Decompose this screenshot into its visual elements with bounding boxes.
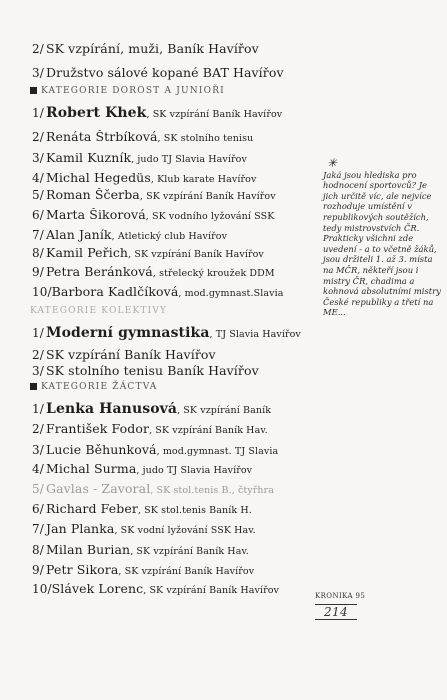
list-item: 1/ Moderní gymnastika, TJ Slavia Havířov xyxy=(32,326,301,341)
square-bullet-icon xyxy=(30,87,37,94)
side-note xyxy=(323,158,441,318)
asterisk-icon: ✳ xyxy=(327,156,338,170)
side-note-text: Jaká jsou hlediska pro hodnocení sportovců? Je jich určitě víc, ale nejvíce rozhoduje umístění v republikových soutěžích, tedy mistrovstvích ČR. Prakticky všichni zde uvedení - a to včetně žáků, jsou držiteli 1. až 3. místa na MČR, někteří jsou i mistry ČR, chadima a kohnová absolutními mistry České republiky a třetí na ME... xyxy=(323,169,441,318)
list-item: 7/ Alan Janík, Atletický club Havířov xyxy=(32,228,228,242)
list-item: 10/Barbora Kadlčíková, mod.gymnast.Slavia xyxy=(32,285,284,299)
square-bullet-icon xyxy=(30,383,37,390)
list-item: 3/ SK stolního tenisu Baník Havířov xyxy=(32,364,259,378)
chronicle-stamp xyxy=(315,592,415,620)
chronicle-label: KRONIKA 95 xyxy=(315,592,366,600)
list-item: 3/ Kamil Kuzník, judo TJ Slavia Havířov xyxy=(32,151,247,165)
page-number: 214 xyxy=(315,604,357,620)
list-item: 1/ Robert Khek, SK vzpírání Baník Havířov xyxy=(32,106,283,121)
list-item: 3/ Lucie Běhunková, mod.gymnast. TJ Slavia xyxy=(32,443,279,457)
list-item: 1/ Lenka Hanusová, SK vzpírání Baník xyxy=(32,402,272,417)
category-heading-juniors: KATEGORIE DOROST A JUNIOŘI xyxy=(30,86,225,96)
list-item: 2/ Renáta Štrbíková, SK stolního tenisu xyxy=(32,130,254,144)
category-heading-youth: KATEGORIE ŽÁCTVA xyxy=(30,382,158,392)
list-item: 10/Slávek Lorenc, SK vzpírání Baník Havířov xyxy=(32,582,280,596)
list-item: 4/ Michal Hegedüs, Klub karate Havířov xyxy=(32,171,257,185)
category-heading-collectives: KATEGORIE KOLEKTIVY xyxy=(30,306,168,316)
list-item: 8/ Kamil Peřich, SK vzpírání Baník Havířov xyxy=(32,246,264,260)
list-item: 2/ SK vzpírání Baník Havířov xyxy=(32,348,216,362)
list-item: 3/ Družstvo sálové kopané BAT Havířov xyxy=(32,66,284,80)
list-item: 2/ SK vzpírání, muži, Baník Havířov xyxy=(32,42,259,56)
list-item: 9/ Petra Beránková, střelecký kroužek DDM xyxy=(32,265,275,279)
list-item: 8/ Milan Burian, SK vzpírání Baník Hav. xyxy=(32,543,249,557)
list-item: 4/ Michal Surma, judo TJ Slavia Havířov xyxy=(32,462,253,476)
list-item: 2/ František Fodor, SK vzpírání Baník Hav. xyxy=(32,422,268,436)
list-item: 6/ Richard Feber, SK stol.tenis Baník H. xyxy=(32,502,252,516)
list-item: 5/ Roman Ščerba, SK vzpírání Baník Havířov xyxy=(32,188,276,202)
list-item: 5/ Gavlas - Zavoral, SK stol.tenis B., čtyřhra xyxy=(32,482,275,496)
list-item: 9/ Petr Sikora, SK vzpírání Baník Havířov xyxy=(32,563,255,577)
list-item: 7/ Jan Planka, SK vodní lyžování SSK Hav. xyxy=(32,522,256,536)
list-item: 6/ Marta Šikorová, SK vodního lyžování SSK xyxy=(32,208,275,222)
